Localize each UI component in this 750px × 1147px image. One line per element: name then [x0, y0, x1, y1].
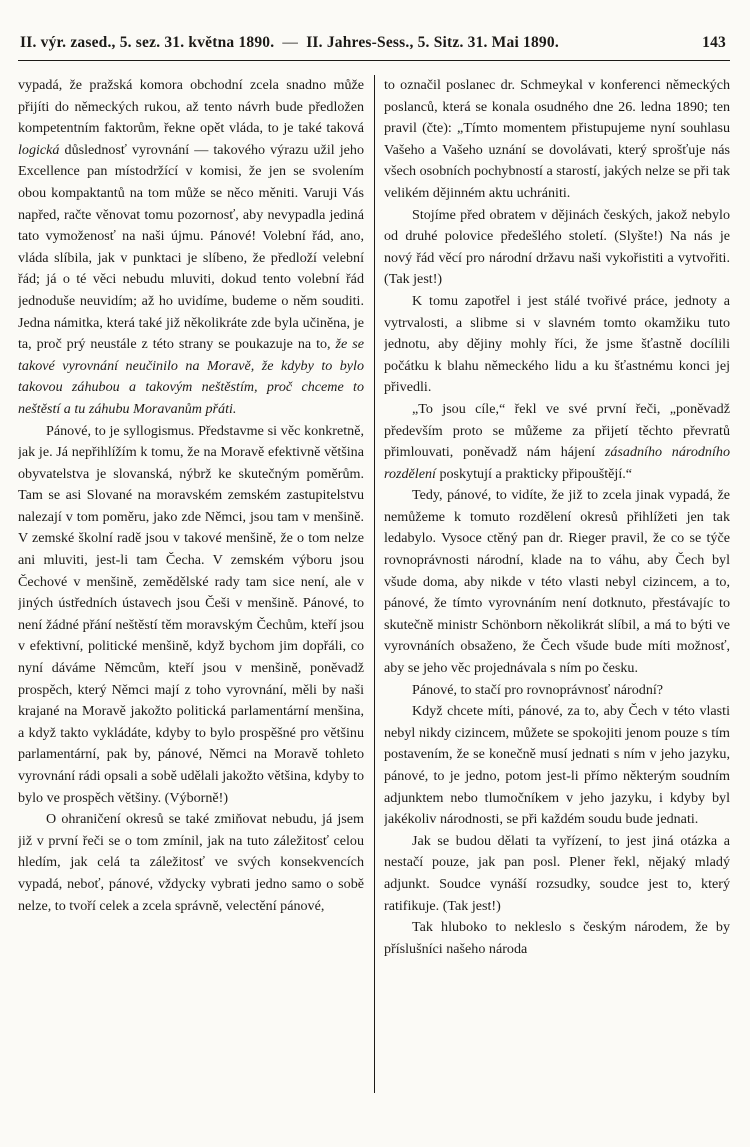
paragraph-text: K tomu zapotřel i jest stálé tvořivé práce, jednoty a vytrvalosti, a slibme si v slavném tomto okamžiku tuto jednotu, aby dějiny mohly říci, že jsme šťastně docílili počátku k blahu německého lidu a ku šťastnému konci jej přivedli. — [384, 292, 730, 396]
paragraph-text: „To jsou cíle,“ řekl ve své první řeči, „poněvadž především proto se můžeme za přijetí těchto převratů přimlouvati, poněvadž nám hájení — [384, 400, 730, 461]
page-number: 143 — [702, 34, 726, 51]
paragraph — [384, 485, 730, 679]
paragraph-text: Pánové, to stačí pro rovnoprávnosť národní? — [412, 681, 664, 698]
italic-text: logická — [18, 141, 60, 158]
header-german: II. Jahres-Sess., 5. Sitz. 31. Mai 1890. — [306, 34, 559, 51]
paragraph — [384, 291, 730, 399]
right-column — [384, 75, 730, 1115]
paragraph — [18, 75, 364, 421]
paragraph — [384, 831, 730, 917]
left-column — [18, 75, 364, 1115]
header-czech: II. výr. zased., 5. sez. 31. května 1890. — [20, 34, 275, 51]
paragraph — [384, 917, 730, 960]
paragraph-text: Stojíme před obratem v dějinách českých, jakož nebylo od druhé polovice předešlého století. (Slyšte!) Na nás je nový řád věcí pro národní državu naši vykořistiti a vytvořiti. (Tak jest!) — [384, 206, 730, 288]
paragraph-text: to označil poslanec dr. Schmeykal v konferenci německých poslanců, která se konala osudného dne 26. ledna 1890; ten pravil (čte): „Tímto momentem přistupujeme nyní souhlasu Vašeho a Vašeho uznání se dovolávati, který sprošťuje nás všech osobních pochybností a starostí, jakých nelze se při tak velikém dějinném aktu uchrániti. — [384, 77, 730, 201]
paragraph — [384, 680, 730, 702]
header-left — [20, 34, 559, 52]
paragraph-text: vypadá, že pražská komora obchodní zcela snadno může přijíti do německých rukou, až tento návrh bude předložen kompetentním faktorům, řekne opět vláda, to je také taková — [18, 77, 364, 137]
paragraph-text: Pánové, to je syllogismus. Představme si věc konkretně, jak je. Já nepřihlížím k tomu, že na Moravě efektivně většina obyvatelstva je slovanská, nýbrž ke skutečným poměrům. Tam se asi Slované na moravském zemském zastupitelstvu nalezají v tom poměru, jako zde Němci, jsou tam v menšině. V zemské školní radě jsou v takové menšině, že o tom nelze ani mluviti, jest-li tam Čecha. V zemském výboru jsou Čechové v menšině, zemědělské rady tam sice není, ale v jiných ústředních ústavech jsou Češi v menšině. Pánové, to není žádné přání neštěstí těm moravským Čechům, kteří jsou v efektivní, politické menšině, když bychom jim dopřáli, co nyní dáváme Němcům, kteří jsou v menšině, poněvadž prospěch, který Němci mají z toho vyrovnání, měli by naši krajané na Moravě jakožto politická parlamentární menšina, a když takto vykládáte, kdyby to bylo prospěšné pro většinu parlamentární, pak by, pánové, Němci na Moravě tohleto vyrovnání rádi opsali a sobě udělali jakožto většina, kdyby to bylo ve prospěch většiny. (Výborně!) — [18, 422, 364, 806]
paragraph-text: Jak se budou dělati ta vyřízení, to jest jiná otázka a nestačí pouze, jak pan posl. Plener řekl, nějaký mladý adjunkt. Soudce vynáší rozsudky, soudce jest to, který ratifikuje. (Tak jest!) — [384, 832, 730, 914]
paragraph-text: poskytují a prakticky připouštějí.“ — [435, 465, 633, 482]
paragraph — [384, 399, 730, 485]
header-rule — [18, 60, 730, 61]
running-header — [18, 34, 730, 52]
paragraph-text: Tak hluboko to nekleslo s českým národem, že by příslušníci našeho národa — [384, 919, 730, 957]
paragraph — [384, 205, 730, 291]
paragraph — [18, 809, 364, 917]
paragraph-text: O ohraničení okresů se také zmiňovat nebudu, já jsem již v první řeči se o tom zmínil, jak na tuto záležitosť celou hledím, jak celá ta záležitosť ve svých konsekvencích vypadá, neboť, pánové, vždycky vybrati jedno samo o sobě nelze, to tvoří celek a zcela správně, velectění pánové, — [18, 811, 364, 914]
paragraph-text: Tedy, pánové, to vidíte, že již to zcela jinak vypadá, že nemůžeme k tomuto rozdělení okresů přihlížeti jen tak ledabylo. Vysoce ctěný pan dr. Rieger pravil, že co se týče rovnoprávnosti národní, klade na to váhu, aby Čech byl všude doma, aby nikde v této vlasti nebyl cizincem, a to, pánové, že tímto vyrovnáním není dotknuto, přestávajíc to skutečně ministr Schönborn několikrát slíbil, a má to býti ve vyrovnáních obsaženo, že Čech všude bude míti možnosť, aby se jeho věc projednávala s ním po česku. — [384, 487, 730, 677]
text-columns — [18, 75, 730, 1115]
paragraph — [384, 75, 730, 205]
paragraph-text: Když chcete míti, pánové, za to, aby Čech v této vlasti nebyl nikdy cizincem, můžete se spokojiti jenom pouze s tím postavením, že se konečně musí jednati s ním v jeho jazyku, pánové, to je jedno, potom jest-li přímo některým soudním adjunktem nebo tlumočníkem v jeho jazyku, i kdyby byl jakékoliv národnosti, se při každém soudu bude jednati. — [384, 703, 730, 828]
paragraph-text: důslednosť vyrovnání — takového výrazu užil jeho Excellence pan místodržící v komisi, že jen se svolením obou kompaktantů na tom může se něco měniti. Varuji Vás napřed, račte věnovat tomu pozornosť, aby nevypadla jediná tato vymoženosť na naši újmu. Pánové! Volební řád, ano, vláda slíbila, jak v punktaci je slíbeno, že předloží velební řád; já o té věci nebudu mluviti, dokud tento volební řád jednoduše neuvidím; až ho uvidíme, budeme o něm souditi. Jedna námitka, která také již několikráte zde byla učiněna, je ta, proč prý neustále z této strany se poukazuje na to, — [18, 141, 364, 353]
header-separator: — — [282, 34, 299, 51]
italic-text: zásadního národního rozdělení — [384, 444, 730, 482]
paragraph — [18, 421, 364, 810]
paragraph — [384, 701, 730, 831]
italic-text: že se takové vyrovnání neučinilo na Moravě, že kdyby to bylo takovou záhubou a takovým neštěstím, proč chceme to neštěstí a tu záhubu Moravanům přáti. — [18, 336, 364, 417]
